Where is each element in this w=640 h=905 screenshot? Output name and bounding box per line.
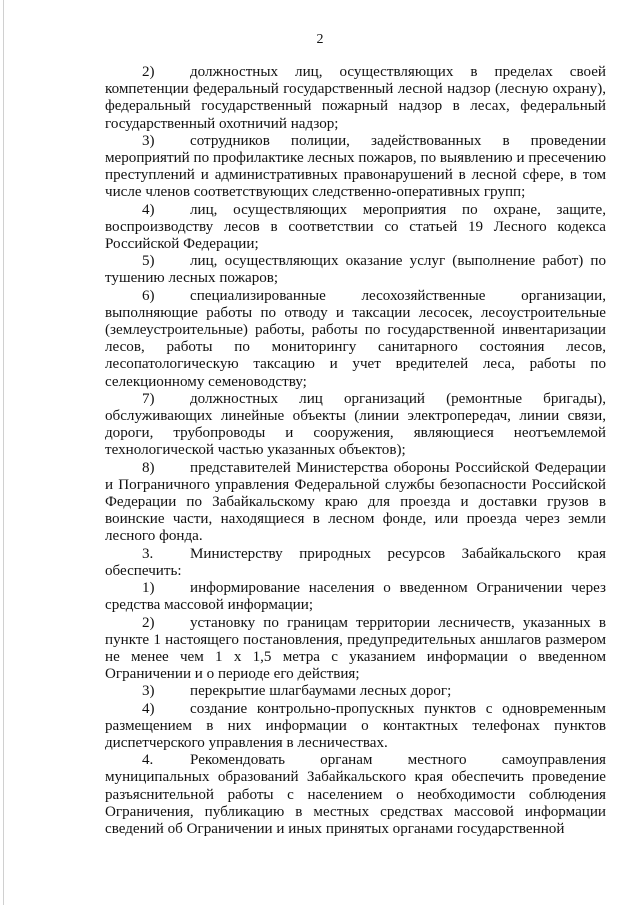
page-edge [3,0,4,905]
paragraph [105,683,606,700]
paragraph-number: 7) [142,390,155,407]
paragraph-text: перекрытие шлагбаумами лесных дорог; [190,683,452,700]
paragraph [105,752,606,838]
paragraph-text: специализированные лесохозяйственные организации, выполняющие работы по отводу и таксации лесосек, лесоустроительные (землеустроительные) работы, работы по государственной инвентаризации лесов, работы по мониторингу санитарного состояния лесов, лесопатологическую таксацию и учет вредителей леса, работы по селекционному семеноводству; [105,287,606,390]
paragraph-text: Министерству природных ресурсов Забайкальского края обеспечить: [105,545,606,579]
paragraph-number: 4. [142,752,154,769]
paragraph [105,580,606,614]
paragraph-number: 3. [142,545,154,562]
paragraph-number: 4) [142,201,155,218]
paragraph-text: установку по границам территории лесничеств, указанных в пункте 1 настоящего постановления, предупредительных аншлагов размером не менее чем 1 х 1,5 метра с указанием информации о введенном Ограничении и о периоде его действия; [105,614,606,683]
paragraph-text: лиц, осуществляющих мероприятия по охране, защите, воспроизводству лесов в соответствии со статьей 19 Лесного кодекса Российской Федерации; [105,201,606,253]
page-number: 2 [316,32,324,47]
paragraph [105,701,606,753]
paragraph-text: представителей Министерства обороны Российской Федерации и Пограничного управления Федеральной службы безопасности Российской Федерации по Забайкальскому краю для проезда и доставки грузов в воинские части, находящиеся в лесном фонде, или проезда через земли лесного фонда. [105,459,606,545]
paragraph [105,615,606,684]
paragraph-text: Рекомендовать органам местного самоуправления муниципальных образований Забайкальского края обеспечить проведение разъяснительной работы с населением о необходимости соблюдения Ограничения, публикацию в местных средствах массовой информации сведений об Ограничении и иных принятых органами государственной [105,752,606,837]
paragraph [105,133,606,202]
paragraph-number: 5) [142,253,155,270]
paragraph-number: 1) [142,580,155,597]
paragraph-text: должностных лиц, осуществляющих в пределах своей компетенции федеральный государственный лесной надзор (лесную охрану), федеральный государственный пожарный надзор в лесах, федеральный государственный охотничий надзор; [105,64,606,132]
paragraph-number: 3) [142,683,155,700]
paragraph [105,202,606,254]
paragraph [105,460,606,546]
paragraph-text: информирование населения о введенном Ограничении через средства массовой информации; [105,580,606,614]
paragraph-number: 2) [142,64,155,80]
paragraph-text: должностных лиц организаций (ремонтные бригады), обслуживающих линейные объекты (линии электропередач, линии связи, дороги, трубопроводы и сооружения, являющиеся неотъемлемой технологической частью указанных объектов); [105,390,606,459]
paragraph-text: сотрудников полиции, задействованных в проведении мероприятий по профилактике лесных пожаров, по выявлению и пресечению преступлений и административных правонарушений в лесной сфере, в том числе членов соответствующих следственно-оперативных групп; [105,132,606,201]
paragraph-number: 2) [142,614,155,631]
paragraph [105,546,606,580]
paragraph [105,391,606,460]
paragraph-text: создание контрольно-пропускных пунктов с одновременным размещением в них информации о контактных телефонах пунктов диспетчерского управления в лесничествах. [105,700,606,751]
paragraph [105,288,606,391]
paragraph [105,64,606,133]
paragraph [105,253,606,287]
paragraph-number: 6) [142,287,155,304]
paragraph-text: лиц, осуществляющих оказание услуг (выполнение работ) по тушению лесных пожаров; [105,253,606,287]
paragraph-number: 3) [142,132,155,149]
paragraph-number: 4) [142,700,155,717]
paragraph-number: 8) [142,459,155,476]
document-body [105,64,606,838]
